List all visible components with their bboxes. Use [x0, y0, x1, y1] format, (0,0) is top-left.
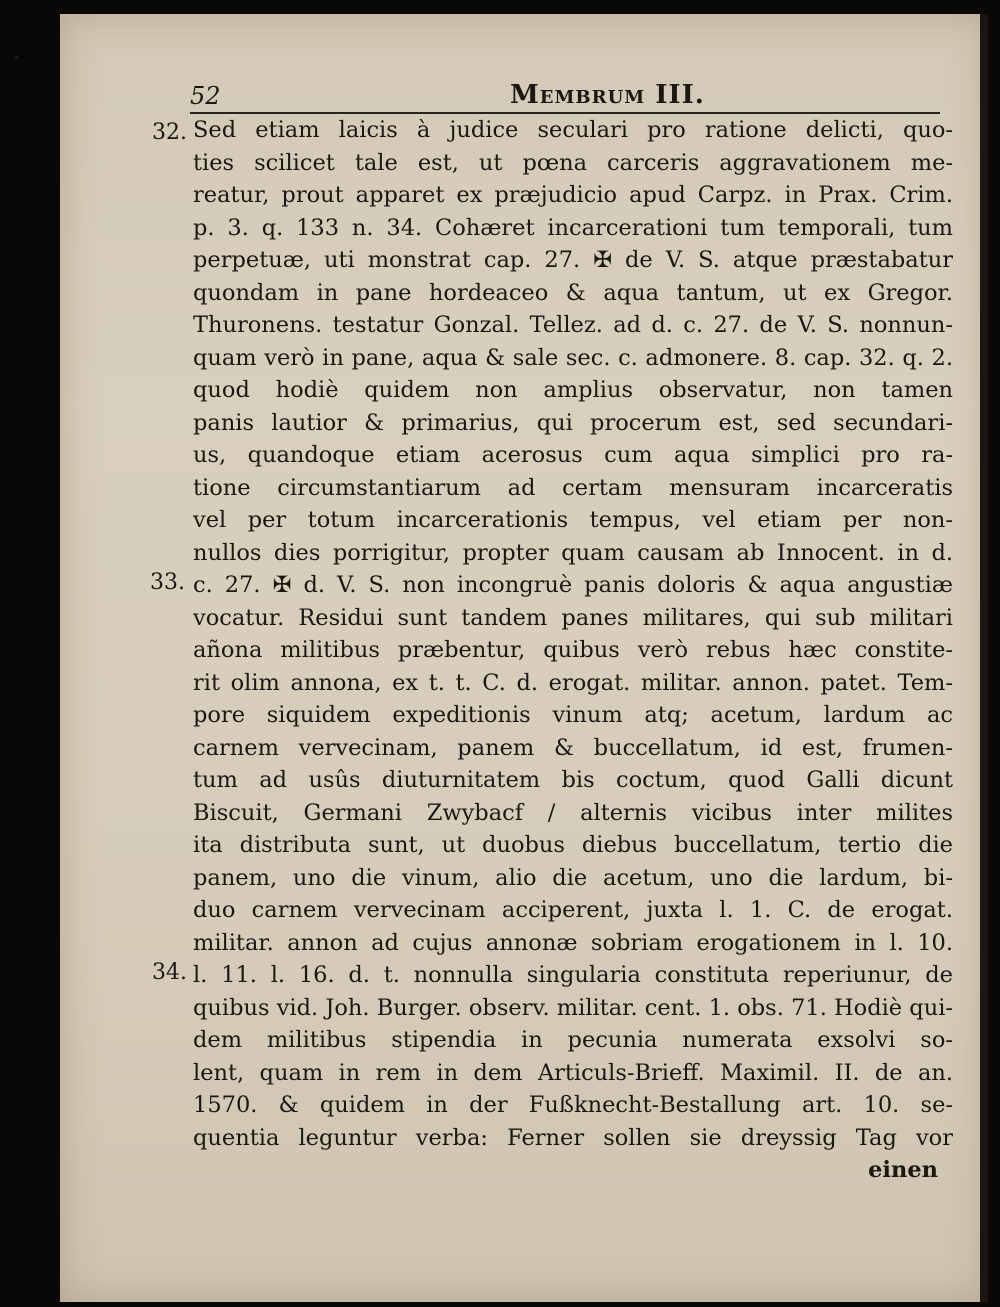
- text-line: perpetuæ, uti monstrat cap. 27. ✠ de V. S. atque præstabatur: [193, 247, 953, 273]
- body-text: [193, 114, 953, 1187]
- text-line: l. 11. l. 16. d. t. nonnulla singularia constituta reperiunur, de: [193, 962, 953, 988]
- running-head: Membrum III.: [510, 80, 705, 110]
- text-line: carnem vervecinam, panem & buccellatum, id est, frumen-: [193, 734, 953, 761]
- text-line: 1570. & quidem in der Fußknecht-Bestallung art. 10. se-: [193, 1092, 953, 1118]
- text-line: lent, quam in rem in dem Articuls-Brieff. Maximil. II. de an.: [193, 1059, 953, 1086]
- text-line: tum ad usûs diuturnitatem bis coctum, quod Galli dicunt: [193, 767, 953, 793]
- margin-number-32: 32.: [152, 120, 187, 145]
- text-line: ties scilicet tale est, ut pœna carceris aggravationem me-: [193, 149, 953, 176]
- text-line: ita distributa sunt, ut duobus diebus buccellatum, tertio die: [193, 832, 953, 858]
- text-line: añona militibus præbentur, quibus verò rebus hæc constite-: [193, 637, 953, 663]
- text-line: panis lautior & primarius, qui procerum est, sed secundari-: [193, 409, 953, 436]
- margin-number-34: 34.: [152, 960, 187, 985]
- margin-number-33: 33.: [150, 570, 185, 595]
- text-line: us, quandoque etiam acerosus cum aqua simplici pro ra-: [193, 442, 953, 468]
- text-line: nullos dies porrigitur, propter quam causam ab Innocent. in d.: [193, 539, 953, 566]
- text-line: quam verò in pane, aqua & sale sec. c. admonere. 8. cap. 32. q. 2.: [193, 344, 953, 371]
- catchword: einen: [868, 1157, 938, 1183]
- text-line: Thuronens. testatur Gonzal. Tellez. ad d. c. 27. de V. S. nonnun-: [193, 312, 953, 338]
- text-line: vel per totum incarcerationis tempus, vel etiam per non-: [193, 507, 953, 533]
- text-line: tione circumstantiarum ad certam mensuram incarceratis: [193, 474, 953, 501]
- text-line: vocatur. Residui sunt tandem panes militares, qui sub militari: [193, 604, 953, 631]
- text-line: militar. annon ad cujus annonæ sobriam erogationem in l. 10.: [193, 929, 953, 956]
- ink-speck: [15, 56, 18, 59]
- text-line: pore siquidem expeditionis vinum atq; acetum, lardum ac: [193, 702, 953, 728]
- text-line: c. 27. ✠ d. V. S. non incongruè panis doloris & aqua angustiæ: [193, 572, 953, 598]
- text-line: panem, uno die vinum, alio die acetum, uno die lardum, bi-: [193, 864, 953, 891]
- text-line: reatur, prout apparet ex præjudicio apud Carpz. in Prax. Crim.: [193, 182, 953, 208]
- page-edge-shadow: [980, 14, 988, 1302]
- text-line: quod hodiè quidem non amplius observatur, non tamen: [193, 377, 953, 403]
- text-line: quondam in pane hordeaceo & aqua tantum, ut ex Gregor.: [193, 279, 953, 306]
- text-line: Biscuit, Germani Zwybacf / alternis vicibus inter milites: [193, 799, 953, 826]
- text-line: rit olim annona, ex t. t. C. d. erogat. militar. annon. patet. Tem-: [193, 669, 953, 696]
- text-line: quentia leguntur verba: Ferner sollen sie dreyssig Tag vor: [193, 1124, 953, 1151]
- page-header: [190, 80, 940, 112]
- text-line: Sed etiam laicis à judice seculari pro ratione delicti, quo-: [193, 117, 953, 143]
- text-line: quibus vid. Joh. Burger. observ. militar. cent. 1. obs. 71. Hodiè qui-: [193, 994, 953, 1021]
- page-number: 52: [190, 82, 221, 110]
- text-line: p. 3. q. 133 n. 34. Cohæret incarcerationi tum temporali, tum: [193, 214, 953, 241]
- text-line: duo carnem vervecinam acciperent, juxta l. 1. C. de erogat.: [193, 897, 953, 923]
- text-line: dem militibus stipendia in pecunia numerata exsolvi so-: [193, 1027, 953, 1053]
